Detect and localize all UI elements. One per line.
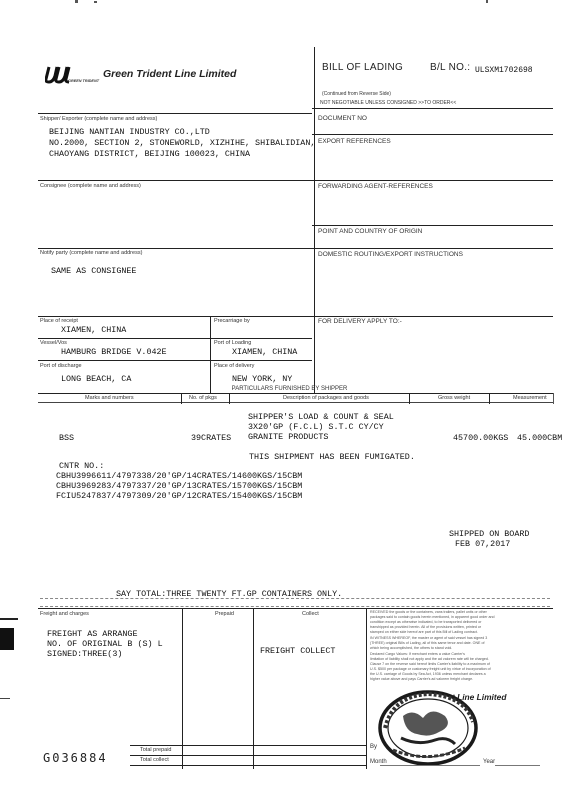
shipper-line-1: BEIJING NANTIAN INDUSTRY CO.,LTD (49, 127, 210, 137)
terms-line: Declared Cargo Values: If merchant enters a value Carrier's (370, 652, 465, 656)
not-negotiable-note: NOT NEGOTIABLE UNLESS CONSIGNED >>TO ORDER<< (320, 100, 457, 106)
terms-line: Clause 7 on the reverse said hereof limits Carrier's liability to a maximum of (370, 662, 490, 666)
document-no-label: DOCUMENT NO (318, 115, 367, 122)
port-loading-label: Port of Loading (214, 340, 252, 346)
terms-line: which being accomplished, the others to stand void. (370, 646, 453, 650)
stamp-seal-icon (373, 688, 483, 768)
export-references-label: EXPORT REFERENCES (318, 138, 391, 145)
serial-number: G036884 (43, 751, 108, 765)
month-label: Month (370, 759, 387, 765)
marks-value: BSS (59, 433, 75, 443)
shipper-line-2: NO.2000, SECTION 2, STONEWORLD, XIZHIHE, SHIBALIDIAN, (49, 138, 316, 148)
collect-label: Collect (302, 611, 319, 617)
desc-line-3: GRANITE PRODUCTS (248, 432, 329, 442)
place-receipt-value: XIAMEN, CHINA (61, 325, 127, 335)
freight-line-1: FREIGHT AS ARRANGE (47, 629, 138, 639)
prepaid-label: Prepaid (215, 611, 234, 617)
fumigated-note: THIS SHIPMENT HAS BEEN FUMIGATED. (249, 452, 415, 462)
by-label: By (370, 744, 378, 750)
terms-line: higher value above and pays Carrier's ad valorem freight charge. (370, 677, 474, 681)
container-line-1: CBHU3996611/4797338/20'GP/14CRATES/14600KGS/15CBM (56, 471, 303, 481)
col-marks: Marks and numbers (85, 395, 134, 401)
col-desc: Description of packages and goods (283, 395, 369, 401)
place-delivery-value: NEW YORK, NY (232, 374, 293, 384)
cntr-label: CNTR NO.: (59, 461, 105, 471)
terms-line: packages said to contain goods herein mentioned, in apparent good order and (370, 615, 495, 619)
year-label: Year (483, 759, 496, 765)
col-gross: Gross weight (438, 395, 471, 401)
forwarding-label: FORWARDING AGENT-REFERENCES (318, 183, 433, 190)
consignee-label: Consignee (complete name and address) (40, 183, 141, 189)
notify-value: SAME AS CONSIGNEE (51, 266, 137, 276)
desc-line-2: 3X20'GP (F.C.L) S.T.C CY/CY (248, 422, 384, 432)
say-total: SAY TOTAL:THREE TWENTY FT.GP CONTAINERS ONLY. (116, 589, 343, 599)
precarriage-label: Precarriage by (214, 318, 250, 324)
logo-small-text: GREEN TRIDENT (68, 79, 100, 83)
scan-edge-mark (0, 698, 10, 699)
freight-line-2: NO. OF ORIGINAL B (S) L (47, 639, 163, 649)
freight-line-3: SIGNED:THREE(3) (47, 649, 123, 659)
scan-speck (75, 0, 78, 3)
col-pkgs: No. of pkgs (189, 395, 217, 401)
col-measure: Measurement (513, 395, 547, 401)
terms-line: the U.S. carriage of Goods by Sea Act, 1936 unless merchant declares a (370, 672, 486, 676)
total-prepaid-label: Total prepaid (140, 747, 172, 753)
scan-edge-mark (0, 628, 14, 650)
scan-speck (94, 1, 97, 3)
container-line-2: CBHU3969283/4797337/20'GP/13CRATES/15700KGS/15CBM (56, 481, 303, 491)
origin-label: POINT AND COUNTRY OF ORIGIN (318, 228, 423, 235)
shipper-line-3: CHAOYANG DISTRICT, BEIJING 100023, CHINA (49, 149, 251, 159)
terms-company-name: t Line Limited (452, 692, 507, 702)
desc-line-1: SHIPPER'S LOAD & COUNT & SEAL (248, 412, 394, 422)
gross-value: 45700.00KGS (453, 433, 509, 443)
port-discharge-label: Port of discharge (40, 363, 82, 369)
place-delivery-label: Place of delivery (214, 363, 255, 369)
scan-edge-mark (0, 618, 18, 620)
terms-line: limitation of liability shall not apply and the ad valorem rate will be charged. (370, 657, 489, 661)
terms-line: transhipped as provided herein. All of the provisions written, printed or (370, 625, 482, 629)
company-name: Green Trident Line Limited (103, 68, 237, 80)
particulars-header: PARTICULARS FURNISHED BY SHIPPER (231, 386, 348, 392)
place-receipt-label: Place of receipt (40, 318, 78, 324)
pkgs-value: 39CRATES (191, 433, 232, 443)
measure-value: 45.000CBM (517, 433, 563, 443)
notify-label: Notify party (complete name and address) (40, 250, 143, 256)
company-stamp (373, 688, 483, 768)
port-discharge-value: LONG BEACH, CA (61, 374, 132, 384)
continued-note: (Continued from Reverse Side) (322, 91, 391, 97)
domestic-routing-label: DOMESTIC ROUTING/EXPORT INSTRUCTIONS (318, 251, 463, 258)
bol-title: BILL OF LADING (322, 62, 404, 73)
terms-line: (THREE) original Bills of Lading, all of this same tenor and date. ONE of (370, 641, 485, 645)
terms-line: U.S. $500 per package or customary freight unit by virtue of incorporation of (370, 667, 491, 671)
bol-no-label: B/L NO.: (430, 62, 471, 73)
shipped-date: FEB 07,2017 (455, 539, 511, 549)
freight-collect-value: FREIGHT COLLECT (260, 646, 336, 656)
terms-line: RECEIVED the goods or the containers, vans trailers, pallet units or other (370, 610, 487, 614)
container-line-3: FCIU5247837/4797309/20'GP/12CRATES/15400KGS/15CBM (56, 491, 303, 501)
freight-label: Freight and charges (40, 611, 89, 617)
total-collect-label: Total collect (140, 757, 169, 763)
vessel-label: Vessel/Vos (40, 340, 67, 346)
port-loading-value: XIAMEN, CHINA (232, 347, 298, 357)
scan-speck (486, 0, 488, 3)
terms-line: IN WITNESS WHEREOF, the master or agent of said vessel has signed 3 (370, 636, 488, 640)
shipped-on-board: SHIPPED ON BOARD (449, 529, 530, 539)
bol-no-value: ULSXM1702698 (475, 66, 533, 75)
terms-line: stamped on either side hereof are part of this Bill of Lading contract. (370, 630, 478, 634)
terms-line: condition except as otherwise indicated, to be transported delivered or (370, 620, 482, 624)
shipper-label: Shipper/ Exporter (complete name and address) (40, 116, 158, 122)
vessel-value: HAMBURG BRIDGE V.042E (61, 347, 167, 357)
for-delivery-label: FOR DELIVERY APPLY TO:- (318, 318, 402, 325)
